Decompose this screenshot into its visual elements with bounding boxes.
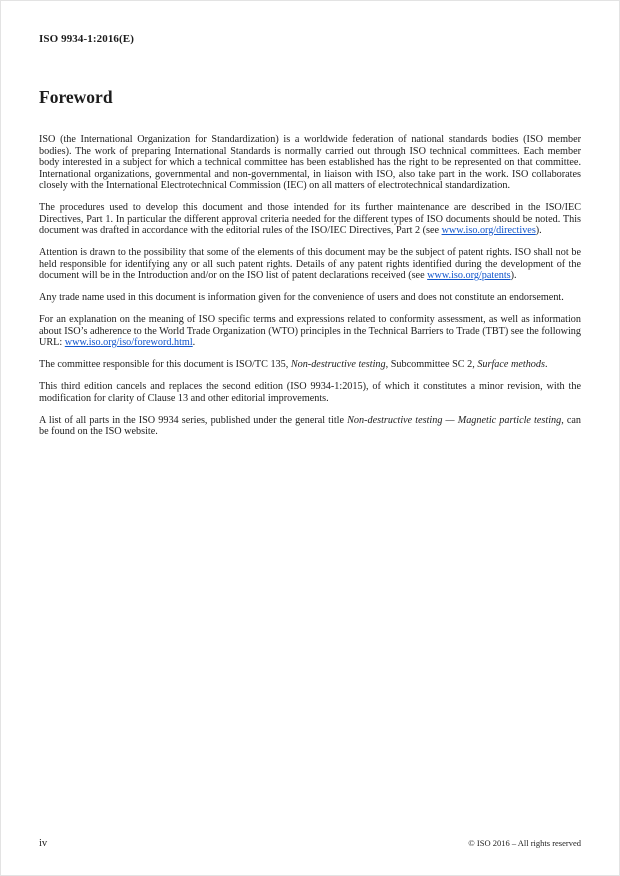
paragraph [39, 314, 581, 349]
page-title: Foreword [39, 87, 113, 107]
document-footer [39, 838, 581, 849]
paragraph-text: The committee responsible for this document is ISO/TC 135, [39, 359, 291, 370]
paragraph-text: A list of all parts in the ISO 9934 series, published under the general title [39, 414, 348, 426]
paragraph [39, 381, 581, 404]
paragraph-text: . [192, 337, 196, 348]
link-iso-directives[interactable]: www.iso.org/directives [441, 225, 536, 236]
paragraph [39, 292, 581, 304]
paragraph-text: This third edition cancels and replaces the second edition (ISO 9934-1:2015), of which it constitutes a minor revision, with the modification for clarity of Clause 13 and other editorial improvements. [39, 381, 581, 404]
italic-series-title: Non-destructive testing — Magnetic particle testing [347, 414, 562, 426]
paragraph [39, 359, 581, 371]
paragraph-text: , can be found on the ISO website. [39, 414, 581, 437]
paragraph-text: , Subcommittee SC 2, [385, 359, 478, 370]
italic-committee-title: Non-destructive testing [290, 359, 386, 370]
link-iso-foreword[interactable]: www.iso.org/iso/foreword.html [64, 337, 193, 348]
paragraph-text: ). [510, 270, 517, 281]
paragraph-text: The procedures used to develop this document and those intended for its further maintenance are described in the ISO/IEC Directives, Part 1. In particular the different approval criteria needed for the different types of ISO documents should be noted. This document was drafted in accordance with the editorial rules of the ISO/IEC Directives, Part 2 (see [39, 202, 581, 236]
paragraph-text: Any trade name used in this document is information given for the convenience of users and does not constitute an endorsement. [39, 292, 564, 303]
copyright-notice: © ISO 2016 – All rights reserved [468, 838, 581, 848]
paragraph-text: For an explanation on the meaning of ISO specific terms and expressions related to conformity assessment, as well as information about ISO’s adherence to the World Trade Organization (WTO) principles in the Technical Barriers to Trade (TBT) see the following URL: [39, 314, 581, 348]
paragraph-text: ISO (the International Organization for Standardization) is a worldwide federation of national standards bodies (ISO member bodies). The work of preparing International Standards is normally carried out through ISO technical committees. Each member body interested in a subject for which a technical committee has been established has the right to be represented on that committee. International organizations, governmental and non-governmental, in liaison with ISO, also take part in the work. ISO collaborates closely with the International Electrotechnical Commission (IEC) on all matters of electrotechnical standardization. [39, 134, 581, 191]
link-iso-patents[interactable]: www.iso.org/patents [427, 270, 511, 281]
document-reference-header: ISO 9934-1:2016(E) [39, 33, 134, 45]
paragraph [39, 415, 581, 438]
page-number: iv [39, 838, 48, 849]
paragraph-text: . [544, 359, 548, 370]
document-body [39, 134, 581, 438]
italic-subcommittee-title: Surface methods [477, 359, 545, 370]
paragraph [39, 134, 581, 192]
paragraph [39, 247, 581, 282]
paragraph [39, 202, 581, 237]
paragraph-text: ). [535, 225, 542, 236]
paragraph-text: Attention is drawn to the possibility that some of the elements of this document may be the subject of patent rights. ISO shall not be held responsible for identifying any or all such patent rights. Details of any patent rights identified during the development of the document will be in the Introduction and/or on the ISO list of patent declarations received (see [39, 247, 581, 281]
